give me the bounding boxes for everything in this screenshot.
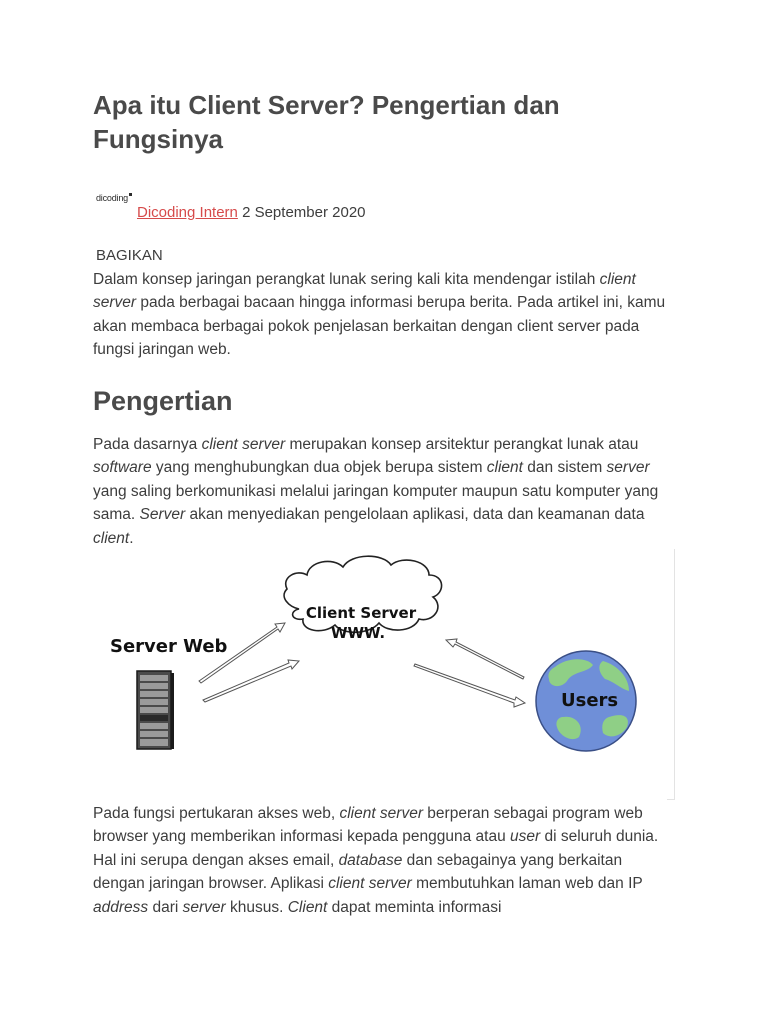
text-run: dan sebagainya yang berkaitan dengan jaringan browser. Aplikasi (93, 851, 623, 893)
author-link[interactable]: Dicoding Intern (137, 204, 238, 221)
arrow-server-to-cloud (199, 623, 299, 702)
text-run-italic: client server (201, 436, 286, 453)
figure-border-bottom (667, 799, 675, 800)
cloud-label-line1: Client Server (305, 604, 417, 622)
text-run: dapat meminta informasi (327, 898, 502, 916)
author-avatar-logo (96, 193, 132, 203)
text-run: berperan sebagai program web browser yang memberikan informasi kepada pengguna atau (93, 805, 643, 846)
logo-square-icon (129, 193, 132, 196)
text-run: akan menyediakan pengelolaan aplikasi, data dan keamanan data (185, 506, 645, 524)
text-run: pada berbagai bacaan hingga informasi berupa berita. Pada artikel ini, kamu akan membaca berbagai pokok penjelasan berkaitan dengan client server pada fungsi jaringan web. (93, 294, 666, 359)
text-run: di seluruh dunia. Hal ini serupa dengan akses email, (93, 828, 659, 869)
text-run: yang menghubungkan dua objek berupa sistem (151, 459, 487, 477)
intro-paragraph (93, 268, 675, 362)
text-run-italic: client server (93, 271, 636, 312)
text-run-italic: server (606, 459, 650, 477)
text-run: dan sistem (522, 459, 607, 477)
publish-date: 2 September 2020 (242, 204, 366, 221)
server-tower-icon (137, 671, 174, 749)
text-run-italic: client (486, 459, 523, 477)
definition-paragraph (93, 433, 675, 550)
text-run-italic: software (93, 459, 152, 477)
text-run-italic: server (182, 898, 226, 916)
arrow-cloud-to-users (414, 639, 525, 707)
text-run-italic: client (93, 529, 130, 547)
text-run-italic: client server (339, 805, 423, 822)
byline (93, 193, 653, 227)
text-run-italic: Server (139, 506, 186, 524)
text-run: . (129, 529, 134, 547)
text-run-italic: database (338, 851, 403, 869)
server-web-label: Server Web (110, 636, 228, 657)
text-run: dari (148, 898, 183, 916)
author-logo-text: dicoding (96, 193, 128, 203)
article-title: Apa itu Client Server? Pengertian dan Fungsinya (93, 90, 560, 154)
text-run: Pada dasarnya (93, 436, 202, 453)
byline-text (137, 203, 366, 223)
cloud-label-line2: WWW. (330, 624, 386, 642)
function-paragraph (93, 802, 675, 919)
text-run-italic: address (93, 898, 149, 916)
users-label: Users (561, 690, 619, 711)
text-run-italic: client server (328, 875, 412, 893)
diagram-svg (93, 549, 675, 800)
text-run-italic: Client (287, 898, 328, 916)
client-server-diagram (93, 549, 675, 800)
text-run-italic: user (510, 828, 541, 846)
text-run: yang saling berkomunikasi melalui jaringan komputer maupun satu komputer yang sama. (93, 482, 659, 524)
text-run: Dalam konsep jaringan perangkat lunak sering kali kita mendengar istilah (93, 271, 600, 288)
text-run: Pada fungsi pertukaran akses web, (93, 805, 340, 822)
figure-border (674, 549, 675, 800)
text-run: merupakan konsep arsitektur perangkat lunak atau (285, 436, 639, 453)
share-label[interactable]: BAGIKAN (96, 247, 163, 264)
text-run: khusus. (225, 898, 288, 916)
text-run: membutuhkan laman web dan IP (411, 875, 643, 893)
section-heading: Pengertian (93, 386, 233, 416)
